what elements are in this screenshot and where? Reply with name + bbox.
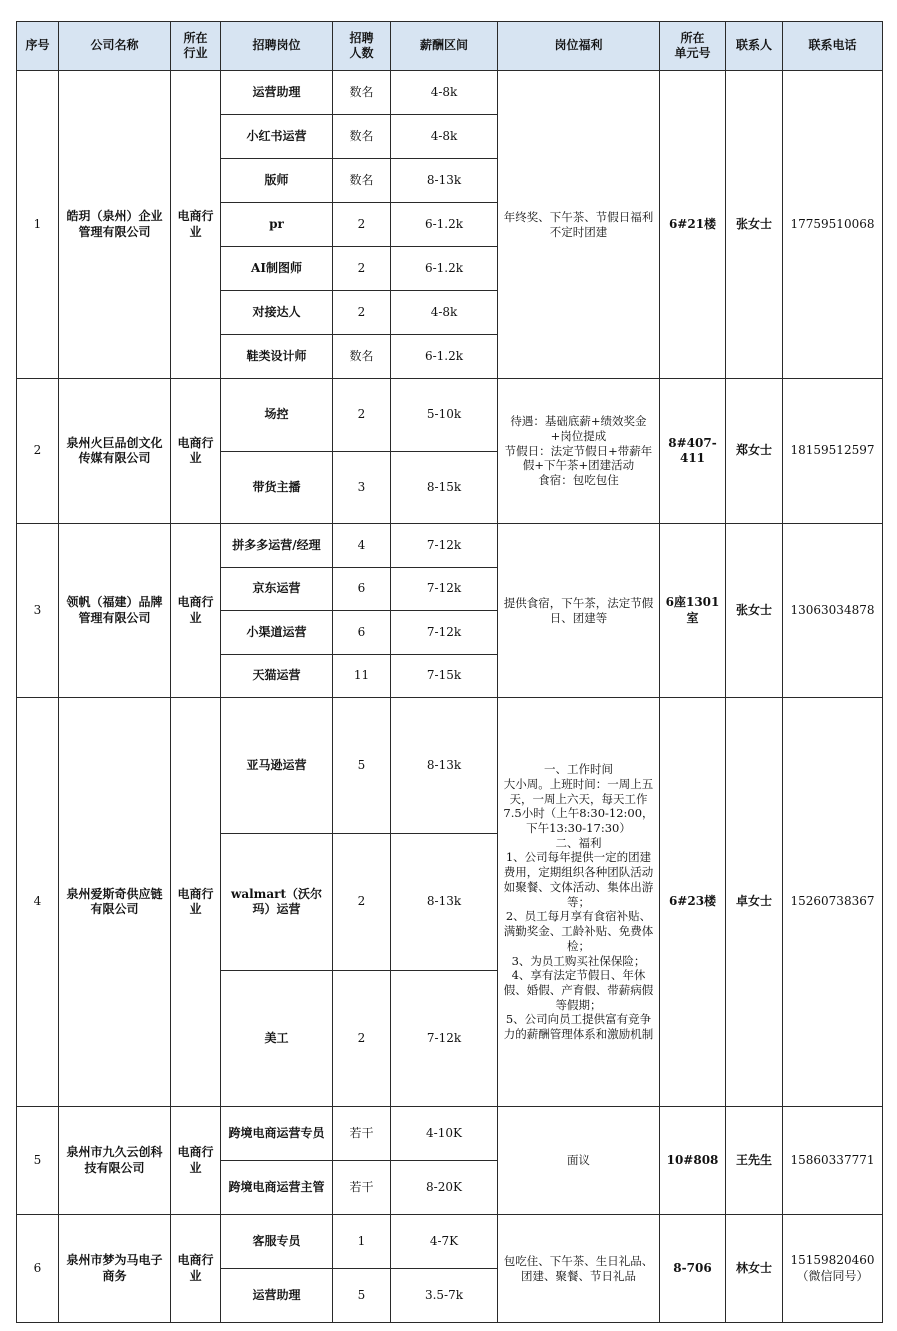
- company-unit: 6座1301室: [660, 524, 726, 698]
- job-count: 数名: [333, 159, 391, 203]
- company-industry: 电商行业: [171, 1215, 221, 1323]
- header-contact: 联系人: [726, 22, 783, 71]
- job-count: 2: [333, 291, 391, 335]
- job-salary: 7-15k: [391, 655, 498, 698]
- job-count: 5: [333, 1269, 391, 1323]
- job-position: 亚马逊运营: [221, 698, 333, 834]
- company-industry: 电商行业: [171, 524, 221, 698]
- company-phone: 15860337771: [783, 1107, 883, 1215]
- job-count: 数名: [333, 115, 391, 159]
- job-salary: 5-10k: [391, 379, 498, 452]
- company-name: 泉州爱斯奇供应链有限公司: [59, 698, 171, 1107]
- company-seq: 4: [17, 698, 59, 1107]
- header-position: 招聘岗位: [221, 22, 333, 71]
- table-body: [17, 71, 883, 1323]
- header-benefits: 岗位福利: [498, 22, 660, 71]
- job-count: 数名: [333, 335, 391, 379]
- job-position: walmart（沃尔玛）运营: [221, 834, 333, 971]
- table-row: [17, 379, 883, 452]
- job-count: 4: [333, 524, 391, 568]
- company-contact: 郑女士: [726, 379, 783, 524]
- company-unit: 10#808: [660, 1107, 726, 1215]
- job-count: 2: [333, 971, 391, 1107]
- company-phone: 18159512597: [783, 379, 883, 524]
- job-position: 运营助理: [221, 71, 333, 115]
- job-position: 场控: [221, 379, 333, 452]
- header-seq: 序号: [17, 22, 59, 71]
- job-count: 2: [333, 379, 391, 452]
- job-position: 带货主播: [221, 452, 333, 524]
- job-count: 数名: [333, 71, 391, 115]
- job-salary: 6-1.2k: [391, 247, 498, 291]
- header-salary: 薪酬区间: [391, 22, 498, 71]
- company-seq: 5: [17, 1107, 59, 1215]
- company-contact: 林女士: [726, 1215, 783, 1323]
- job-salary: 7-12k: [391, 611, 498, 655]
- job-position: AI制图师: [221, 247, 333, 291]
- table-row: [17, 1107, 883, 1161]
- header-row: [17, 22, 883, 71]
- job-count: 2: [333, 247, 391, 291]
- job-position: 跨境电商运营主管: [221, 1161, 333, 1215]
- table-row: [17, 71, 883, 115]
- job-salary: 4-8k: [391, 115, 498, 159]
- company-phone: 17759510068: [783, 71, 883, 379]
- company-phone: 13063034878: [783, 524, 883, 698]
- job-salary: 8-13k: [391, 834, 498, 971]
- company-industry: 电商行业: [171, 698, 221, 1107]
- company-name: 泉州市九久云创科技有限公司: [59, 1107, 171, 1215]
- job-salary: 4-10K: [391, 1107, 498, 1161]
- job-position: 运营助理: [221, 1269, 333, 1323]
- company-benefits: 待遇：基础底薪+绩效奖金+岗位提成 节假日：法定节假日+带薪年假+下午茶+团建活动 食宿：包吃包住: [498, 379, 660, 524]
- job-salary: 8-15k: [391, 452, 498, 524]
- job-position: 小红书运营: [221, 115, 333, 159]
- job-count: 2: [333, 203, 391, 247]
- job-count: 6: [333, 611, 391, 655]
- header-company: 公司名称: [59, 22, 171, 71]
- company-benefits: 包吃住、下午茶、生日礼品、团建、聚餐、节日礼品: [498, 1215, 660, 1323]
- job-count: 11: [333, 655, 391, 698]
- company-unit: 8#407-411: [660, 379, 726, 524]
- company-phone: 15260738367: [783, 698, 883, 1107]
- recruitment-table: [16, 21, 883, 1323]
- company-seq: 1: [17, 71, 59, 379]
- job-position: 小渠道运营: [221, 611, 333, 655]
- company-benefits: 年终奖、下午茶、节假日福利不定时团建: [498, 71, 660, 379]
- job-count: 若干: [333, 1161, 391, 1215]
- company-seq: 6: [17, 1215, 59, 1323]
- company-benefits: 提供食宿，下午茶，法定节假日、团建等: [498, 524, 660, 698]
- company-seq: 2: [17, 379, 59, 524]
- header-unit: 所在 单元号: [660, 22, 726, 71]
- company-name: 领帆（福建）品牌管理有限公司: [59, 524, 171, 698]
- job-position: 对接达人: [221, 291, 333, 335]
- job-salary: 8-13k: [391, 698, 498, 834]
- company-benefits: 面议: [498, 1107, 660, 1215]
- company-industry: 电商行业: [171, 379, 221, 524]
- job-position: 版师: [221, 159, 333, 203]
- header-industry: 所在 行业: [171, 22, 221, 71]
- job-salary: 4-8k: [391, 71, 498, 115]
- job-count: 5: [333, 698, 391, 834]
- company-industry: 电商行业: [171, 1107, 221, 1215]
- job-position: 鞋类设计师: [221, 335, 333, 379]
- company-benefits: 一、工作时间 大小周。上班时间：一周上五天，一周上六天，每天工作7.5小时（上午8:30-12:00，下午13:30-17:30） 二、福利 1、公司每年提供一定的团建费用，定期组织各种团队活动如聚餐、文体活动、集体出游等； 2、员工每月享有食宿补贴、满勤奖金、工龄补贴、免费体检； 3、为员工购买社保保险； 4、享有法定节假日、年休假、婚假、产育假、带薪病假等假期； 5、公司向员工提供富有竞争力的薪酬管理体系和激励机制: [498, 698, 660, 1107]
- job-count: 6: [333, 568, 391, 611]
- company-name: 皓玥（泉州）企业管理有限公司: [59, 71, 171, 379]
- job-salary: 6-1.2k: [391, 335, 498, 379]
- job-position: 天猫运营: [221, 655, 333, 698]
- job-salary: 3.5-7k: [391, 1269, 498, 1323]
- table-row: [17, 1215, 883, 1269]
- job-position: 跨境电商运营专员: [221, 1107, 333, 1161]
- company-name: 泉州火巨品创文化传媒有限公司: [59, 379, 171, 524]
- company-unit: 6#21楼: [660, 71, 726, 379]
- job-position: 京东运营: [221, 568, 333, 611]
- company-phone: 15159820460（微信同号）: [783, 1215, 883, 1323]
- job-salary: 7-12k: [391, 524, 498, 568]
- company-contact: 张女士: [726, 71, 783, 379]
- company-unit: 6#23楼: [660, 698, 726, 1107]
- job-count: 2: [333, 834, 391, 971]
- company-name: 泉州市梦为马电子商务: [59, 1215, 171, 1323]
- job-position: 客服专员: [221, 1215, 333, 1269]
- job-position: pr: [221, 203, 333, 247]
- job-salary: 4-7K: [391, 1215, 498, 1269]
- company-contact: 张女士: [726, 524, 783, 698]
- job-position: 拼多多运营/经理: [221, 524, 333, 568]
- job-count: 3: [333, 452, 391, 524]
- company-industry: 电商行业: [171, 71, 221, 379]
- header-count: 招聘 人数: [333, 22, 391, 71]
- job-count: 若干: [333, 1107, 391, 1161]
- header-phone: 联系电话: [783, 22, 883, 71]
- job-salary: 8-20K: [391, 1161, 498, 1215]
- job-position: 美工: [221, 971, 333, 1107]
- company-unit: 8-706: [660, 1215, 726, 1323]
- job-salary: 7-12k: [391, 568, 498, 611]
- job-salary: 6-1.2k: [391, 203, 498, 247]
- job-count: 1: [333, 1215, 391, 1269]
- company-contact: 王先生: [726, 1107, 783, 1215]
- company-seq: 3: [17, 524, 59, 698]
- job-salary: 8-13k: [391, 159, 498, 203]
- table-row: [17, 698, 883, 834]
- job-salary: 4-8k: [391, 291, 498, 335]
- company-contact: 卓女士: [726, 698, 783, 1107]
- table-row: [17, 524, 883, 568]
- job-salary: 7-12k: [391, 971, 498, 1107]
